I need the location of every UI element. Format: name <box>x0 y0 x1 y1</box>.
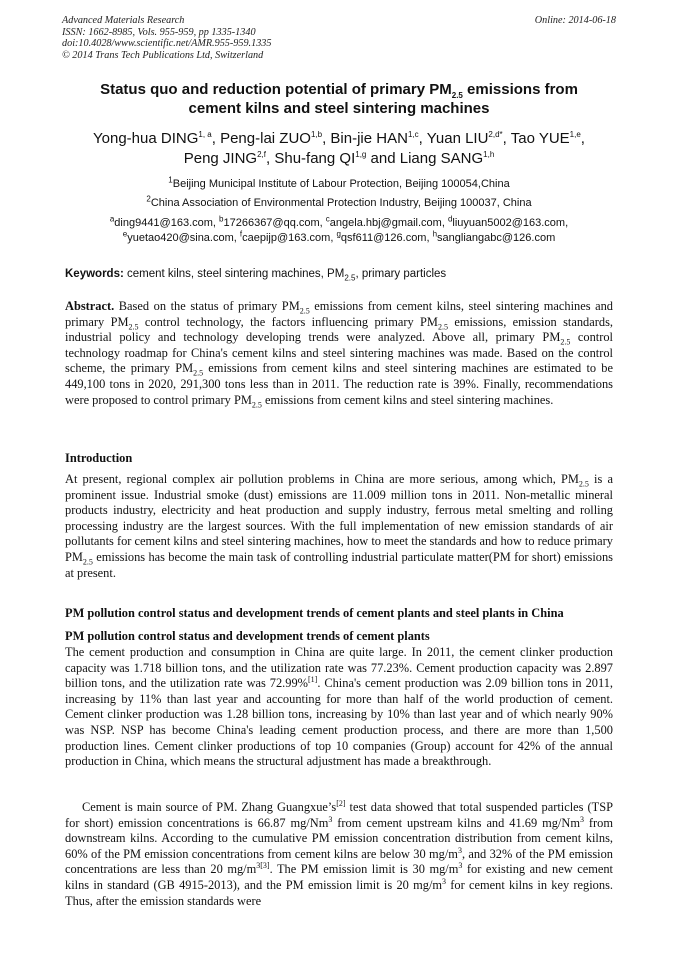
citation[interactable]: [2] <box>336 798 346 808</box>
title-text: emissions from <box>462 81 578 98</box>
title-text: Status quo and reduction potential of primary PM <box>100 81 452 98</box>
introduction-paragraph: At present, regional complex air pollution problems in China are more serious, among which, $PM_{2.5}$ is a prominent issue. Industrial smoke (dust) emissions are 11.009 million tons in 2011. Non-metallic mineral products industry, electricity and heat production and supply industry, ferrous metal smelting and rolling processing industry are the largest sources. With the full implementation of new emission standards of air pollutants for cement kilns and steel sintering machines, how to meet the standards and how to reduce primary $PM_{2.5}$ emissions has become the main task of controlling industrial particulate matter(PM for short) emissions at present. <box>65 472 613 580</box>
author: Peng JING$^{2,f}$, <box>183 150 275 167</box>
author: Liang SANG$^{1,h}$ <box>399 150 495 167</box>
cement-paragraph-1: The cement production and consumption in China are quite large. In 2011, the cement clinker production capacity was 1.718 billion tons, and the utilization rate was 77.23%. Cement production capacity was 2.897 billion tons, and the utilization rate was 72.99%[1]. China's cement production was 2.09 billion tons in 2011, increasing by 11% than last year and accounting for more than half of the world production of cement. Cement clinker production was 1.28 billion tons, increasing by 10% than last year and of which nearly 90% was NSP. NSP has become China's leading cement production process, and there are more than 1,500 production lines. Cement clinker productions of top 10 companies (Group) account for 42% of the annual production in China, which means the structural adjustment has made a breakthrough. <box>65 645 613 769</box>
keywords: Keywords: cement kilns, steel sintering machines, $PM_{2.5}$, primary particles <box>65 268 447 283</box>
paper-title <box>60 80 618 118</box>
email[interactable]: $^h$sangliangabc@126.com <box>432 229 556 244</box>
email[interactable]: $^c$angela.hbj@gmail.com, <box>325 214 448 229</box>
author: Tao YUE$^{1,e}$, <box>510 130 585 147</box>
email[interactable]: $^b$17266367@qq.com, <box>219 214 326 229</box>
citation[interactable]: [1] <box>307 675 318 685</box>
journal-name: Advanced Materials Research <box>62 15 185 26</box>
email[interactable]: $^e$yuetao420@sina.com, <box>122 229 240 244</box>
email[interactable]: $^g$qsf611@126.com, <box>336 229 433 244</box>
email[interactable]: $^f$caepijp@163.com, <box>239 229 337 244</box>
abstract: Abstract. Based on the status of primary $PM_{2.5}$ emissions from cement kilns, steel sintering machines and primary $PM_{2.5}$ control technology, the factors influencing primary $PM_{2.5}$ emissions, emission standards, industrial policy and technology developing trends were analyzed. Above all, primary $PM_{2.5}$ control technology roadmap for China's cement kilns and steel sintering machines was made. Based on the control scheme, the primary $PM_{2.5}$ emissions from cement kilns and steel sintering machines are estimated to be 449,100 tons in 2020, 291,300 tons less than in 2011. The reduction rate is 39%. Finally, recommendations were proposed to control primary $PM_{2.5}$ emissions from cement kilns and steel sintering machines. <box>65 299 614 410</box>
section-heading: PM pollution control status and development trends of cement plants and steel plants in China <box>65 606 564 620</box>
author: Yuan $LIU^{2,d*}$, <box>426 130 511 147</box>
issn-line: ISSN: 1662-8985, Vols. 955-959, pp 1335-1340 <box>62 26 256 38</box>
author: Yong-hua DING$^{1, a}$, <box>93 130 221 147</box>
affiliation-1: $^1$Beijing Municipal Institute of Labour Protection, Beijing 100054,China <box>168 175 510 190</box>
keywords-label: Keywords: <box>65 268 124 280</box>
email[interactable]: $^d$liuyuan5002@163.com, <box>447 214 569 229</box>
author: Shu-fang QI$^{1,g}$ and <box>274 150 400 167</box>
introduction-heading: Introduction <box>65 451 133 465</box>
email-list <box>40 216 638 246</box>
title-text: cement kilns and steel sintering machines <box>188 100 490 117</box>
email[interactable]: $^a$ding9441@163.com, <box>109 214 220 229</box>
online-date: Online: 2014-06-18 <box>534 15 616 26</box>
copyright-line: © 2014 Trans Tech Publications Ltd, Switzerland <box>62 49 264 61</box>
author: Peng-lai ZUO$^{1,b}$, <box>220 130 331 147</box>
abstract-label: Abstract. <box>65 299 115 313</box>
title-subscript: 2.5 <box>451 91 463 100</box>
affiliation-2: $^2$China Association of Environmental Protection Industry, Beijing 100037, China <box>146 194 532 209</box>
author-list <box>50 129 628 169</box>
author: Bin-jie HAN$^{1,c}$, <box>330 130 427 147</box>
subsection-heading: PM pollution control status and development trends of cement plants <box>65 629 430 643</box>
journal-header <box>62 15 616 61</box>
cement-paragraph-2: Cement is main source of PM. Zhang Guangxue’s[2] test data showed that total suspended particles (TSP for short) emission concentrations is 66.87 mg/Nm$^3$ from cement upstream kilns and 41.69 mg/Nm$^3$ from downstream kilns. According to the cumulative PM emission concentration distribution from cement kilns, 60% of the PM emission concentrations from cement kilns are below 30 $mg/m^3$, and 32% of the PM emission concentrations are less than 20 $mg/m^{3[3]}$. The PM emission limit is 30 $mg/m^3$ for existing and new cement kilns in standard (GB 4915-2013), and the PM emission limit is 20 $mg/m^3$ for cement kilns in key regions. Thus, after the emission standards were <box>65 798 613 908</box>
doi-line[interactable]: doi:10.4028/www.scientific.net/AMR.955-959.1335 <box>62 38 272 50</box>
